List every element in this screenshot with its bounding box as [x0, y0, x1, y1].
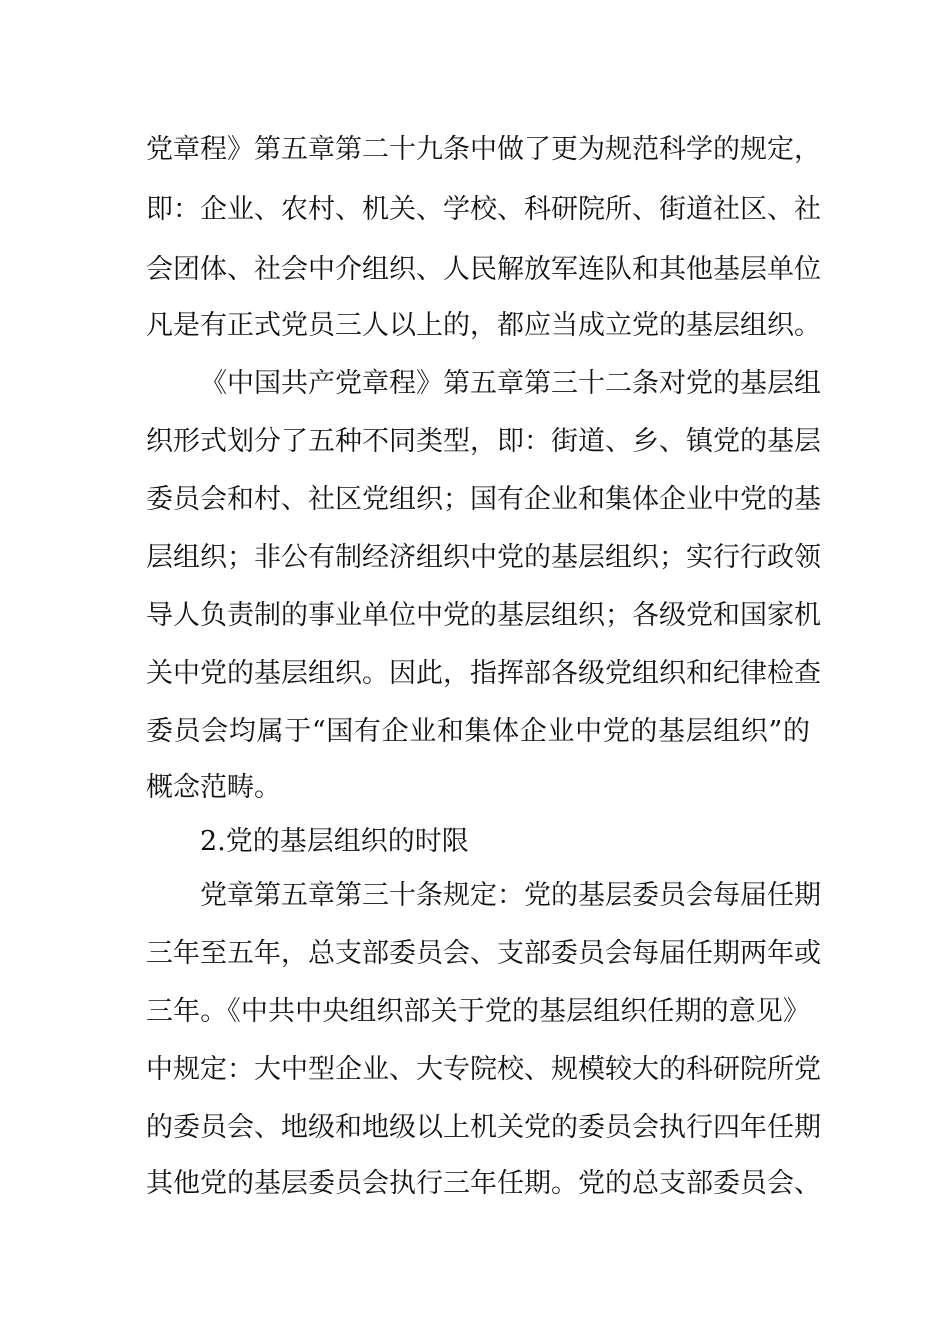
- text-line: 关中党的基层组织。因此，指挥部各级党组织和纪律检查: [146, 658, 821, 689]
- text-line: 概念范畴。: [146, 772, 281, 803]
- text-line: 即：企业、农村、机关、学校、科研院所、街道社区、社: [146, 194, 821, 225]
- text-line: 其他党的基层委员会执行三年任期。党的总支部委员会、: [146, 1168, 821, 1199]
- text-line: 层组织；非公有制经济组织中党的基层组织；实行行政领: [146, 542, 821, 573]
- text-line: 委员会均属于“国有企业和集体企业中党的基层组织”的: [146, 716, 810, 747]
- text-line: 党章程》第五章第二十九条中做了更为规范科学的规定，: [146, 134, 821, 165]
- text-line: 党章第五章第三十条规定：党的基层委员会每届任期: [200, 880, 821, 911]
- text-line: 三年至五年，总支部委员会、支部委员会每届任期两年或: [146, 938, 821, 969]
- text-line: 的委员会、地级和地级以上机关党的委员会执行四年任期: [146, 1112, 821, 1143]
- text-line: 导人负责制的事业单位中党的基层组织；各级党和国家机: [146, 600, 821, 631]
- text-line: 中规定：大中型企业、大专院校、规模较大的科研院所党: [146, 1054, 821, 1085]
- text-line: 凡是有正式党员三人以上的，都应当成立党的基层组织。: [146, 310, 821, 341]
- text-line: 《中国共产党章程》第五章第三十二条对党的基层组: [200, 368, 821, 399]
- section-heading: 2.党的基层组织的时限: [200, 826, 469, 857]
- text-line: 会团体、社会中介组织、人民解放军连队和其他基层单位: [146, 254, 821, 285]
- text-line: 织形式划分了五种不同类型，即：街道、乡、镇党的基层: [146, 426, 821, 457]
- text-line: 委员会和村、社区党组织；国有企业和集体企业中党的基: [146, 484, 821, 515]
- text-line: 三年。《中共中央组织部关于党的基层组织任期的意见》: [146, 996, 810, 1027]
